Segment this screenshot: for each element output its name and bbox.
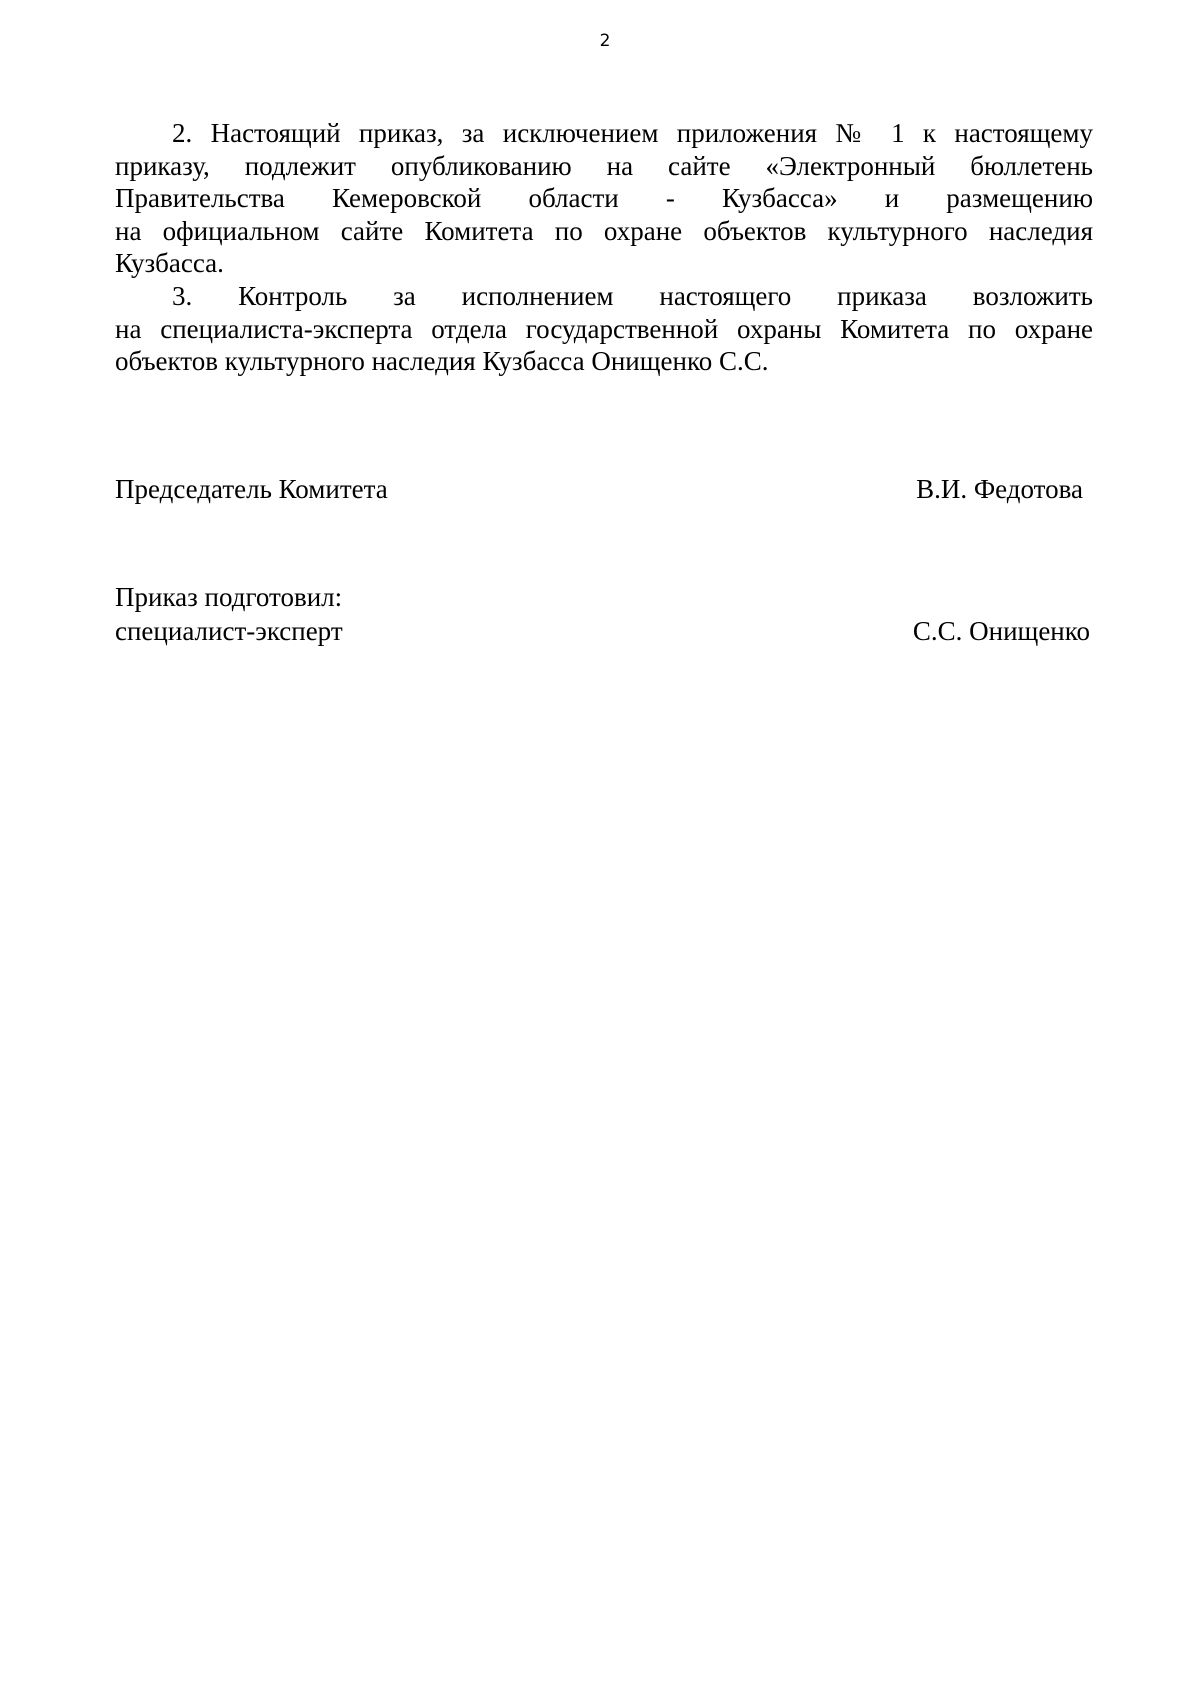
paragraph-2-text <box>115 117 1093 280</box>
page-number: 2 <box>599 31 611 51</box>
paragraph-2 <box>115 117 1093 280</box>
chairman-name: В.И. Федотова <box>916 474 1083 504</box>
paragraph-line: приказу, подлежит опубликованию на сайте «Электронный бюллетень <box>115 150 1093 181</box>
paragraph-line: объектов культурного наследия Кузбасса Онищенко С.С. <box>115 346 769 377</box>
paragraph-3-text <box>115 280 1093 378</box>
prepared-by-position: специалист-эксперт <box>115 616 343 646</box>
paragraph-line: 2. Настоящий приказ, за исключением приложения № 1 к настоящему <box>172 118 1093 148</box>
prepared-by-label: Приказ подготовил: <box>115 582 343 612</box>
paragraph-line: на официальном сайте Комитета по охране объектов культурного наследия <box>115 215 1093 246</box>
paragraph-line: Кузбасса. <box>115 248 224 279</box>
chairman-position: Председатель Комитета <box>115 474 388 504</box>
paragraph-3 <box>115 280 1093 378</box>
paragraph-line: на специалиста-эксперта отдела государственной охраны Комитета по охране <box>115 313 1093 344</box>
paragraph-line: Правительства Кемеровской области - Кузбасса» и размещению <box>115 183 1093 214</box>
paragraph-line: 3. Контроль за исполнением настоящего приказа возложить <box>172 281 1093 311</box>
prepared-by-name: С.С. Онищенко <box>912 616 1090 646</box>
